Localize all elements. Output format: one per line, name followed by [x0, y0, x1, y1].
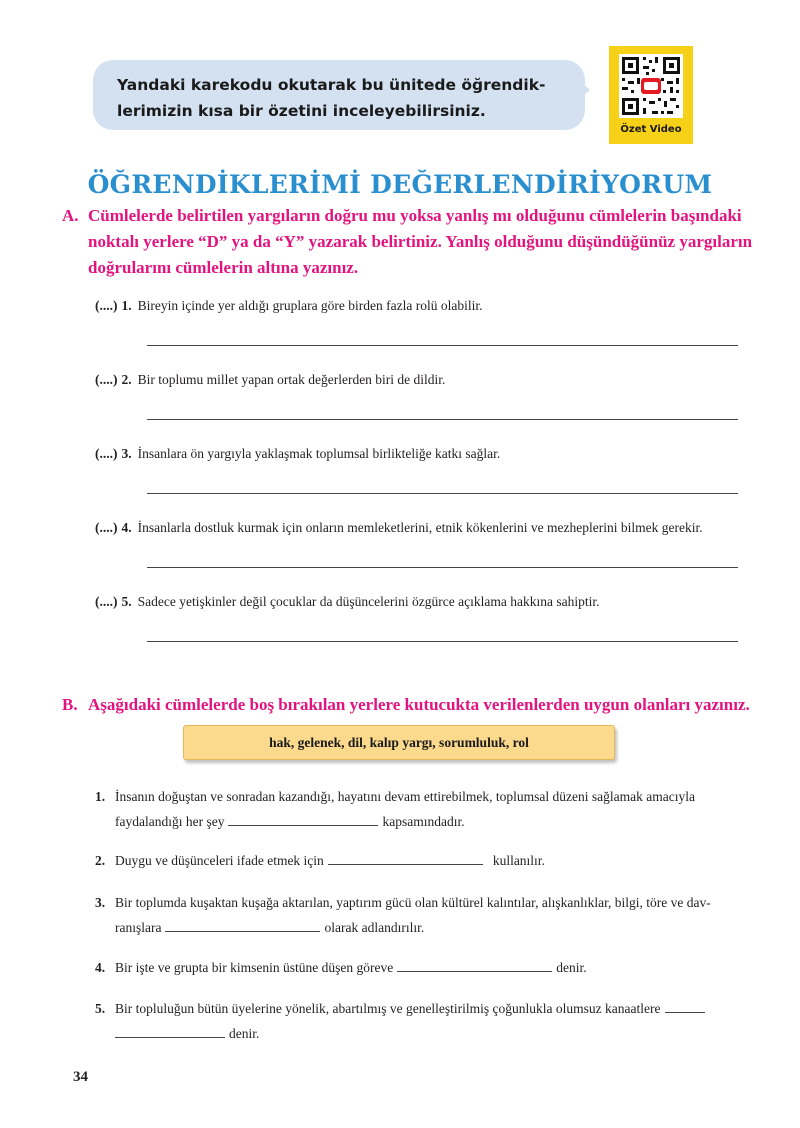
item-text-post: denir.	[556, 960, 587, 975]
answer-line[interactable]	[147, 419, 738, 420]
item-text-post: kullanılır.	[492, 853, 545, 868]
fill-item	[95, 890, 740, 940]
item-text-pre: Bir işte ve grupta bir kimsenin üstüne düşen göreve	[115, 960, 394, 975]
item-number: 4.	[95, 960, 106, 975]
question-text: Bir toplumu millet yapan ortak değerlerden biri de dildir.	[137, 372, 446, 387]
item-text-post: kapsamındadır.	[382, 814, 465, 829]
answer-marker[interactable]: (....)	[95, 446, 118, 461]
item-text-post: olarak adlandırılır.	[324, 920, 425, 935]
answer-marker[interactable]: (....)	[95, 520, 118, 535]
fill-item	[95, 848, 740, 873]
question-text: İnsanlara ön yargıyla yaklaşmak toplumsal birlikteliğe katkı sağlar.	[137, 446, 501, 461]
question-text: Bireyin içinde yer aldığı gruplara göre birden fazla rolü olabilir.	[137, 298, 483, 313]
fill-blank[interactable]	[165, 917, 320, 932]
item-text-line: Bir toplumda kuşaktan kuşağa aktarılan, yaptırım gücü olan kültürel kalıntılar, alışkanlıklar, bilgi, töre ve dav-	[115, 895, 711, 910]
item-number: 3.	[95, 895, 106, 910]
fill-blank-continued[interactable]	[115, 1023, 225, 1038]
answer-marker[interactable]: (....)	[95, 594, 118, 609]
question-text: İnsanlarla dostluk kurmak için onların memleketlerini, etnik kökenlerini ve mezheplerini bilmek gerekir.	[137, 520, 703, 535]
callout-line-2: lerimizin kısa bir özetini inceleyebilirsiniz.	[117, 102, 486, 120]
page-title: ÖĞRENDİKLERİMİ DEĞERLENDİRİYORUM	[87, 170, 713, 199]
item-text-pre: faydalandığı her şey	[115, 814, 225, 829]
callout-tail	[576, 78, 590, 102]
qr-label: Özet Video	[620, 124, 682, 135]
question-row	[95, 298, 483, 314]
question-text: Sadece yetişkinler değil çocuklar da düşüncelerini özgürce açıklama hakkına sahiptir.	[137, 594, 600, 609]
section-a-line-3: doğrularını cümlelerin altına yazınız.	[88, 258, 359, 277]
callout-line-1: Yandaki karekodu okutarak bu ünitede öğrendik-	[117, 76, 546, 94]
question-number: 3.	[121, 446, 132, 461]
answer-marker[interactable]: (....)	[95, 298, 118, 313]
answer-marker[interactable]: (....)	[95, 372, 118, 387]
item-number: 5.	[95, 1001, 106, 1016]
item-text-pre: Duygu ve düşünceleri ifade etmek için	[115, 853, 324, 868]
question-row	[95, 446, 500, 462]
question-number: 1.	[121, 298, 132, 313]
question-number: 4.	[121, 520, 132, 535]
answer-line[interactable]	[147, 493, 738, 494]
question-row	[95, 594, 599, 610]
item-text-line: Bir topluluğun bütün üyelerine yönelik, abartılmış ve genelleştirilmiş çoğunlukla olumsuz kanaatlere	[115, 1001, 661, 1016]
section-b-letter: B.	[62, 695, 78, 714]
question-row	[95, 372, 445, 388]
item-text-post: denir.	[229, 1026, 260, 1041]
answer-line[interactable]	[147, 641, 738, 642]
callout-text	[117, 72, 567, 124]
answer-line[interactable]	[147, 567, 738, 568]
answer-line[interactable]	[147, 345, 738, 346]
fill-blank[interactable]	[665, 998, 705, 1013]
page-number: 34	[73, 1069, 88, 1085]
item-number: 1.	[95, 789, 106, 804]
question-row	[95, 520, 703, 536]
fill-blank[interactable]	[397, 957, 552, 972]
fill-blank[interactable]	[328, 850, 483, 865]
qr-code-icon	[619, 54, 683, 118]
item-text-pre: ranışlara	[115, 920, 162, 935]
item-text-line: İnsanın doğuştan ve sonradan kazandığı, hayatını devam ettirebilmek, toplumsal düzeni sağlamak amacıyla	[115, 789, 695, 804]
item-number: 2.	[95, 853, 106, 868]
section-b-instruction: Aşağıdaki cümlelerde boş bırakılan yerlere kutucukta verilenlerden uygun olanları yazınız.	[88, 695, 750, 714]
word-bank-box: hak, gelenek, dil, kalıp yargı, sorumluluk, rol	[183, 725, 615, 760]
question-number: 2.	[121, 372, 132, 387]
qr-code-box[interactable]	[609, 46, 693, 144]
fill-item	[95, 784, 740, 834]
section-a-line-1: Cümlelerde belirtilen yargıların doğru mu yoksa yanlış mı olduğunu cümlelerin başındaki	[88, 206, 742, 225]
fill-item	[95, 996, 740, 1046]
section-a-line-2: noktalı yerlere “D” ya da “Y” yazarak belirtiniz. Yanlış olduğunu düşündüğünüz yargıların	[88, 232, 753, 251]
fill-item	[95, 955, 740, 980]
section-a-letter: A.	[62, 206, 79, 225]
question-number: 5.	[121, 594, 132, 609]
section-a-instruction	[88, 203, 788, 281]
fill-blank[interactable]	[228, 811, 378, 826]
